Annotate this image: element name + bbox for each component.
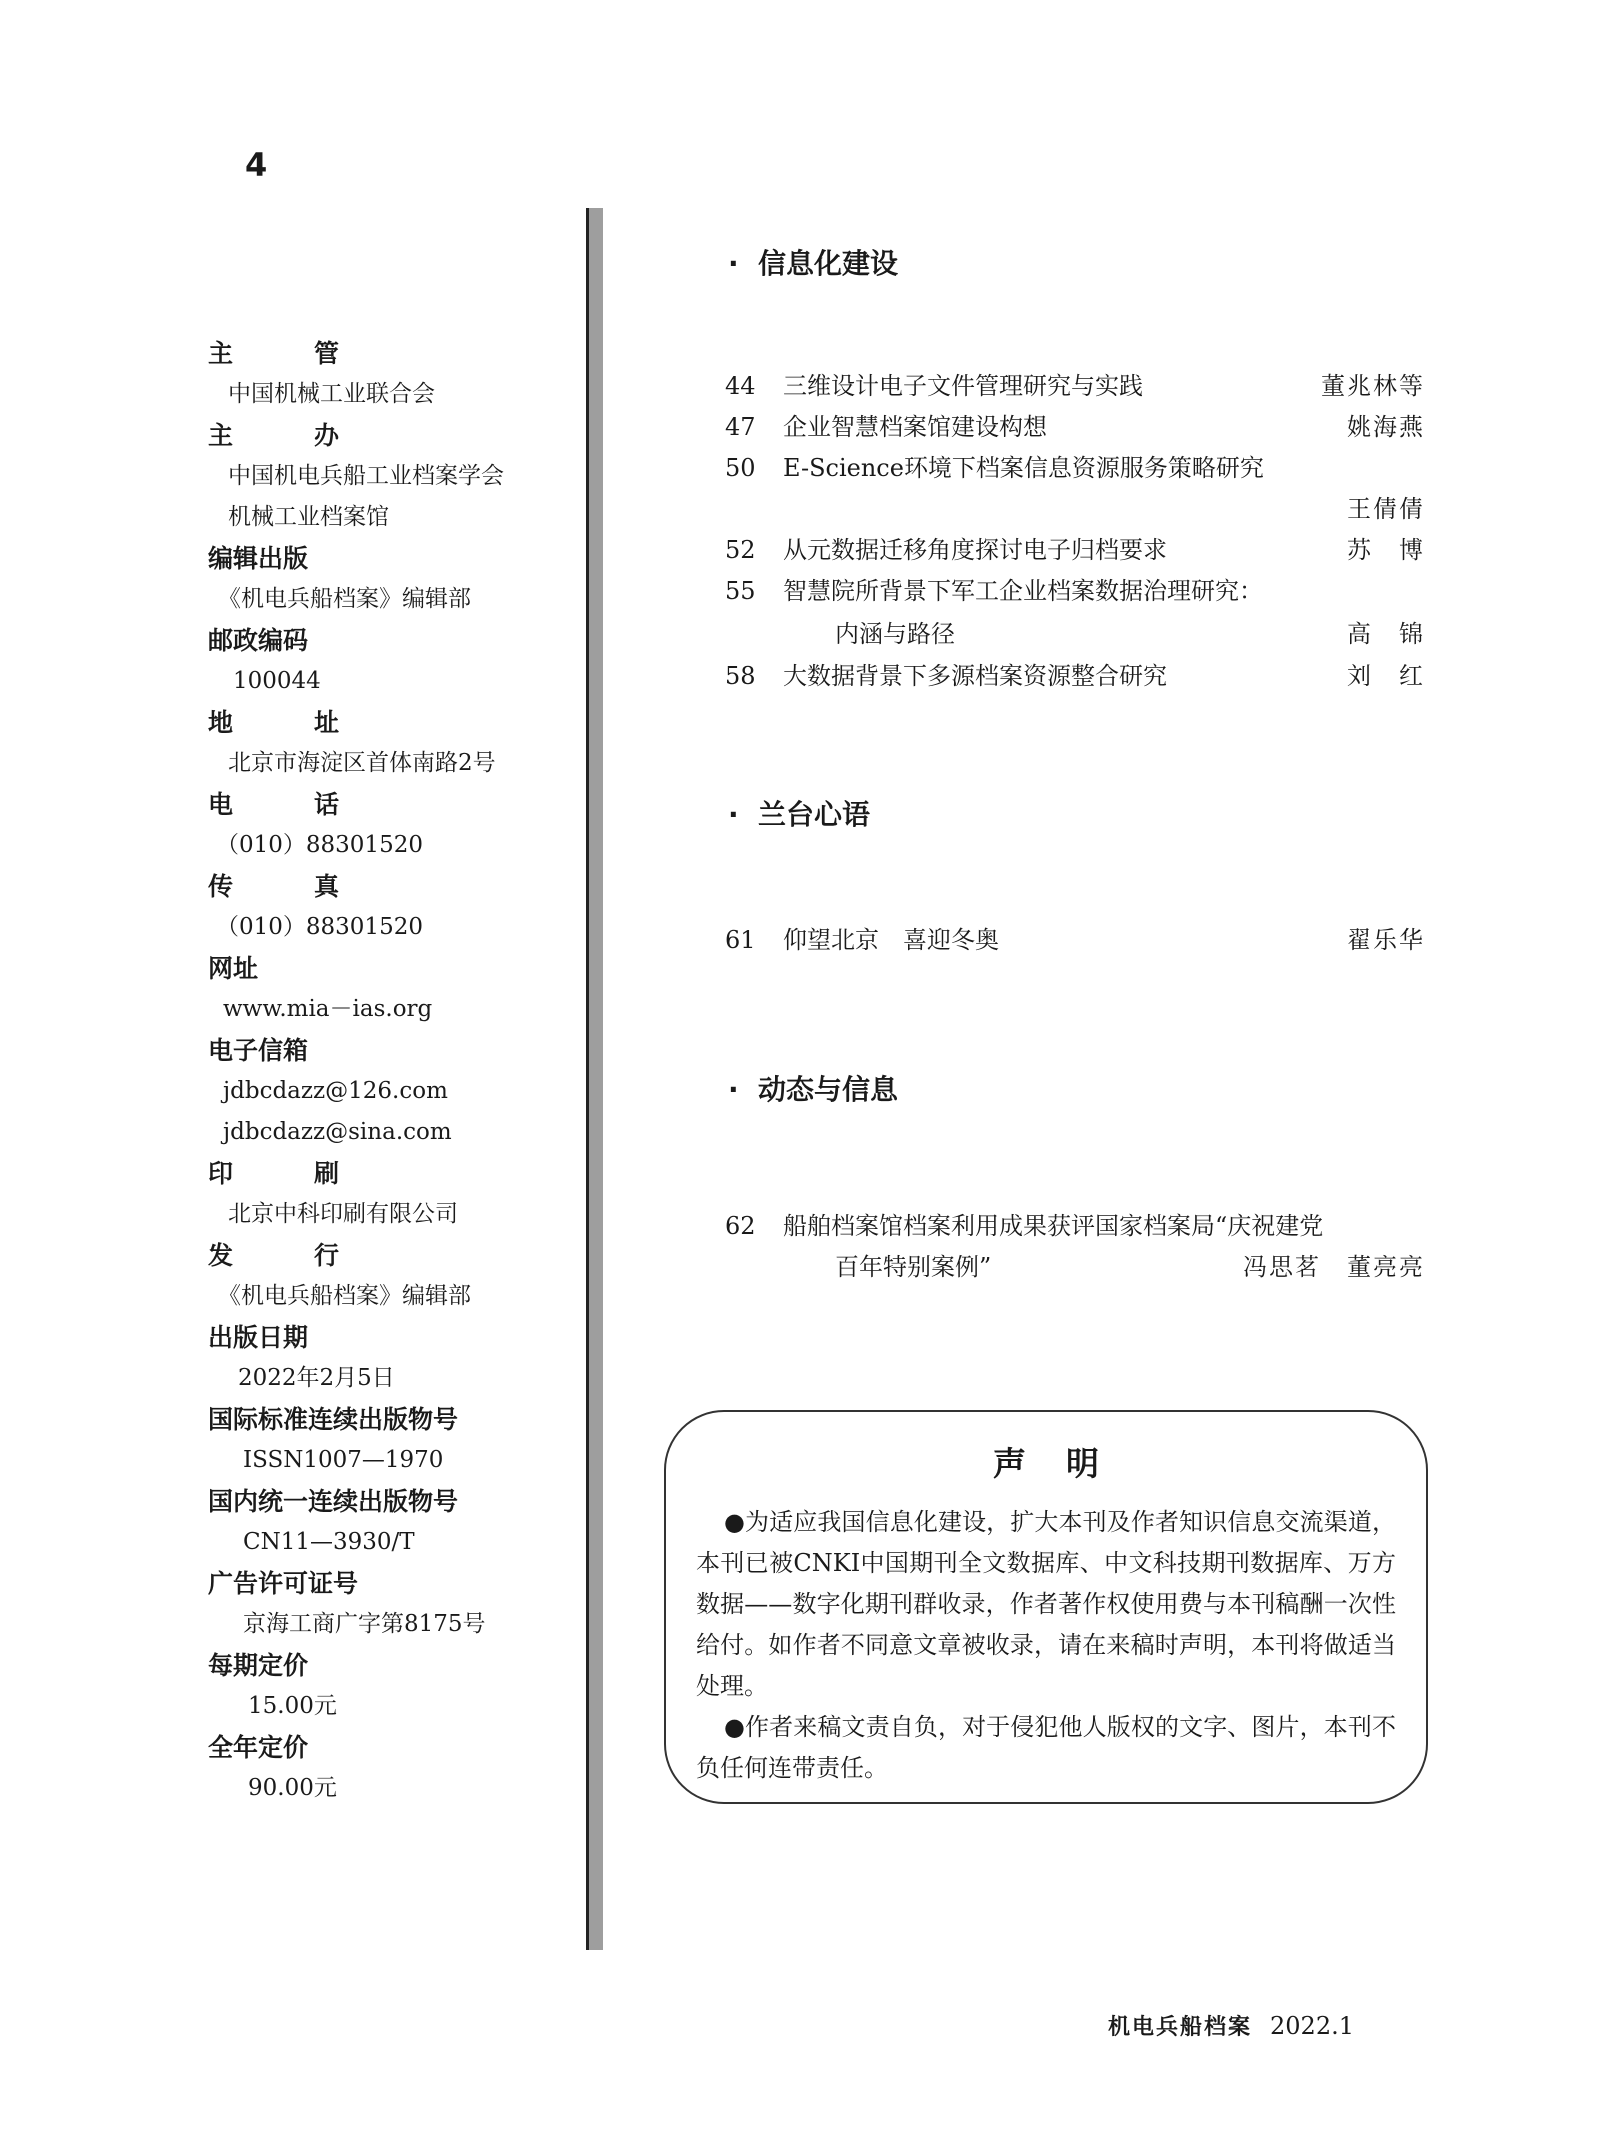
toc-entry[interactable]: 52 从元数据迁移角度探讨电子归档要求 苏 博 [725, 536, 1425, 564]
masthead-label-cn: 国内统一连续出版物号 [208, 1487, 459, 1516]
toc-entry-continuation: 百年特别案例” 冯思茗 董亮亮 [835, 1253, 1425, 1281]
section-heading: · 动态与信息 [728, 1073, 899, 1106]
toc-entry[interactable]: 50 E-Science环境下档案信息资源服务策略研究 [725, 454, 1264, 482]
masthead-value: 100044 [233, 668, 321, 694]
masthead-value: CN11—3930/T [243, 1529, 415, 1555]
toc-entry[interactable]: 62 船舶档案馆档案利用成果获评国家档案局“庆祝建党 [725, 1212, 1324, 1240]
masthead-label-website: 网址 [208, 954, 259, 983]
notice-box [664, 1410, 1428, 1804]
website-link[interactable]: www.mia－ias.org [223, 996, 433, 1022]
masthead-value: 《机电兵船档案》编辑部 [218, 586, 471, 612]
notice-paragraph: ●为适应我国信息化建设，扩大本刊及作者知识信息交流渠道，本刊已被CNKI中国期刊全文数据库、中文科技期刊数据库、万方数据——数字化期刊群收录，作者著作权使用费与本刊稿酬一次性给付。如作者不同意文章被收录，请在来稿时声明，本刊将做适当处理。 [696, 1508, 1396, 1700]
masthead-value: 京海工商广字第8175号 [243, 1611, 486, 1637]
masthead-label-issue-price: 每期定价 [208, 1651, 309, 1680]
bullet-icon: · [728, 1073, 739, 1106]
masthead-value: （010）88301520 [216, 832, 423, 858]
toc-section-info [725, 366, 1425, 697]
masthead-label-ad-license: 广告许可证号 [208, 1569, 359, 1598]
masthead-value: 90.00元 [248, 1775, 337, 1801]
page-number: 4 [245, 146, 268, 184]
masthead-label-sponsor: 主 办 [208, 421, 368, 450]
masthead-label-editor: 编辑出版 [208, 544, 309, 573]
footer-journal-name: 机电兵船档案 [1108, 2014, 1253, 2040]
masthead-label-fax: 传 真 [208, 872, 368, 901]
masthead-value: 机械工业档案馆 [228, 504, 389, 530]
masthead-value: 15.00元 [248, 1693, 337, 1719]
notice-title: 声明 [993, 1444, 1139, 1483]
section-heading: · 兰台心语 [728, 798, 871, 831]
toc-entry[interactable]: 44 三维设计电子文件管理研究与实践 董兆林等 [725, 372, 1425, 400]
notice-paragraph: ●作者来稿文责自负，对于侵犯他人版权的文字、图片，本刊不负任何连带责任。 [696, 1713, 1396, 1782]
masthead-value: 《机电兵船档案》编辑部 [218, 1283, 471, 1309]
column-divider-edge [586, 208, 589, 1950]
masthead-label-printer: 印 刷 [208, 1159, 368, 1188]
masthead-label-email: 电子信箱 [208, 1036, 309, 1065]
toc-entry[interactable]: 61 仰望北京 喜迎冬奥 翟乐华 [725, 926, 1425, 954]
toc-entry[interactable]: 58 大数据背景下多源档案资源整合研究 刘 红 [725, 662, 1425, 690]
footer-issue: 2022.1 [1270, 2012, 1354, 2040]
masthead-label-postcode: 邮政编码 [208, 626, 309, 655]
bullet-icon: · [728, 247, 739, 280]
masthead-value: 2022年2月5日 [238, 1365, 395, 1391]
page-footer [1108, 2010, 1354, 2041]
masthead-value: （010）88301520 [216, 914, 423, 940]
toc-section-lantai [725, 920, 1425, 961]
masthead-label-publish-date: 出版日期 [208, 1323, 309, 1352]
masthead-label-address: 地 址 [208, 708, 368, 737]
masthead-label-supervisor: 主 管 [208, 339, 368, 368]
email-link[interactable]: jdbcdazz@126.com [223, 1078, 448, 1104]
masthead-value: 中国机械工业联合会 [228, 381, 435, 407]
bullet-icon: · [728, 798, 739, 831]
masthead [208, 333, 568, 1809]
masthead-value: 中国机电兵船工业档案学会 [228, 463, 504, 489]
notice-body [696, 1502, 1396, 1789]
section-heading: · 信息化建设 [728, 247, 899, 280]
masthead-label-annual-price: 全年定价 [208, 1733, 309, 1762]
masthead-value: 北京市海淀区首体南路2号 [228, 750, 496, 776]
masthead-value: ISSN1007—1970 [243, 1447, 444, 1473]
toc-entry-author-line: 王倩倩 [1347, 495, 1425, 523]
masthead-label-issn: 国际标准连续出版物号 [208, 1405, 459, 1434]
masthead-label-distribution: 发 行 [208, 1241, 368, 1270]
toc-entry[interactable]: 55 智慧院所背景下军工企业档案数据治理研究： [725, 577, 1263, 605]
email-link[interactable]: jdbcdazz@sina.com [223, 1119, 452, 1145]
toc-entry-continuation: 内涵与路径 高 锦 [835, 620, 1425, 648]
masthead-value: 北京中科印刷有限公司 [228, 1201, 458, 1227]
toc-section-news [725, 1206, 1425, 1288]
masthead-label-phone: 电 话 [208, 790, 368, 819]
toc-entry[interactable]: 47 企业智慧档案馆建设构想 姚海燕 [725, 413, 1425, 441]
